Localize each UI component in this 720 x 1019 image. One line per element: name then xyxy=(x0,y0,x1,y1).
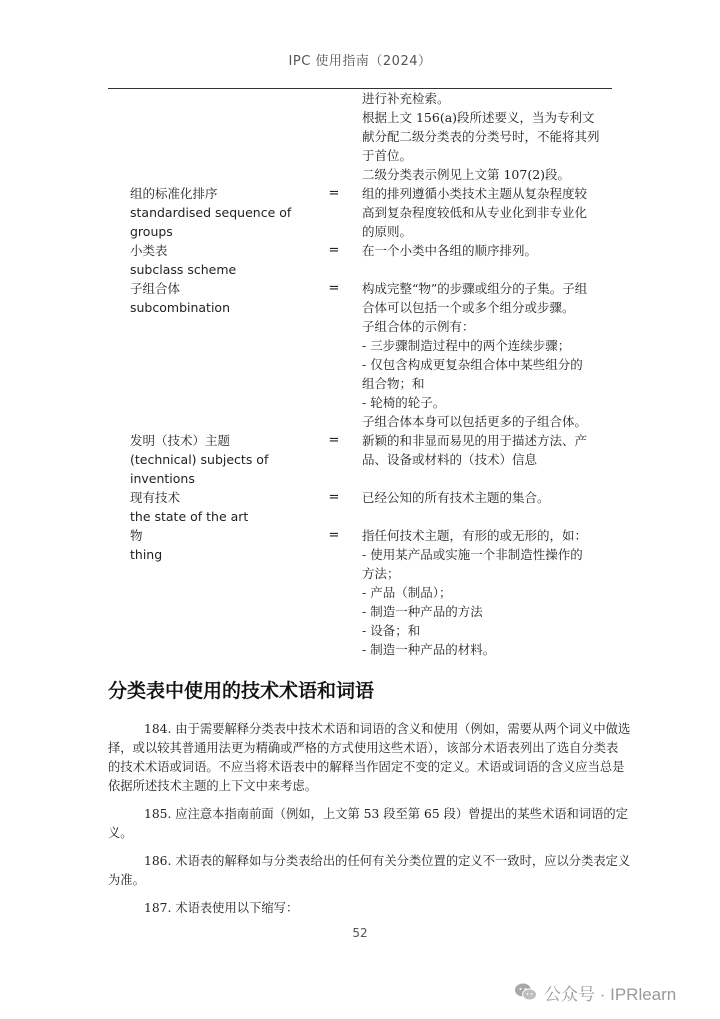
body-paragraphs xyxy=(108,720,631,927)
equals-sign: = xyxy=(328,433,340,448)
definition-line: - 制造一种产品的材料。 xyxy=(362,642,496,657)
term-english: subclass scheme xyxy=(130,262,237,277)
glossary-entry xyxy=(0,184,720,241)
equals-sign: = xyxy=(328,490,340,505)
glossary-entry xyxy=(0,241,720,279)
paragraph-line: 为准。 xyxy=(108,873,145,887)
equals-sign: = xyxy=(328,243,340,258)
definition xyxy=(362,526,612,659)
definition xyxy=(362,488,612,526)
term-english: thing xyxy=(130,547,163,562)
definition-line: 合体可以包括一个或多个组分或步骤。 xyxy=(362,300,575,315)
definition xyxy=(362,279,612,431)
definition-line: 高到复杂程度较低和从专业化到非专业化 xyxy=(362,205,588,220)
wechat-icon xyxy=(514,980,538,1004)
equals-sign: = xyxy=(328,281,340,296)
definition-line: - 三步骤制造过程中的两个连续步骤； xyxy=(362,338,571,353)
term xyxy=(130,431,300,488)
definition-spacer xyxy=(362,469,612,488)
definition-spacer xyxy=(362,507,612,526)
definition-line: - 轮椅的轮子。 xyxy=(362,395,446,410)
definition xyxy=(362,431,612,488)
paragraph-line: 依据所述技术主题的上下文中来考虑。 xyxy=(108,779,318,793)
definition xyxy=(362,241,612,279)
definition-line: 新颖的和非显而易见的用于描述方法、产 xyxy=(362,433,588,448)
glossary-table xyxy=(0,89,720,659)
watermark-text: 公众号 · IPRlearn xyxy=(544,984,677,1004)
definition-line: 的原则。 xyxy=(362,224,413,239)
term-english: groups xyxy=(130,224,173,239)
equals-sign: = xyxy=(328,186,340,201)
page-number: 52 xyxy=(352,926,368,940)
term-chinese: 小类表 xyxy=(130,243,168,258)
equals-sign: = xyxy=(328,528,340,543)
definition-spacer xyxy=(362,260,612,279)
paragraph-line: 义。 xyxy=(108,826,133,840)
definition-line: 在一个小类中各组的顺序排列。 xyxy=(362,243,538,258)
term-english: subcombination xyxy=(130,300,230,315)
definition-line: - 设备；和 xyxy=(362,623,421,638)
definition-line: - 仅包含构成更复杂组合体中某些组分的 xyxy=(362,357,583,372)
definition-line: 献分配二级分类表的分类号时，不能将其列 xyxy=(362,129,600,144)
definition-line: 构成完整“物”的步骤或组分的子集。子组 xyxy=(362,281,588,296)
term xyxy=(130,279,300,317)
term xyxy=(130,184,300,241)
term-english: standardised sequence of xyxy=(130,205,292,220)
paragraph-line: 185. 应注意本指南前面（例如，上文第 53 段至第 65 段）曾提出的某些术语和词语的定 xyxy=(144,807,629,821)
running-header: IPC 使用指南（2024） xyxy=(288,54,432,69)
paragraph xyxy=(108,899,614,918)
paragraph-line: 择，或以较其普通用法更为精确或严格的方式使用这些术语），该部分术语表列出了选自分类表 xyxy=(108,741,619,755)
term-chinese: 子组合体 xyxy=(130,281,181,296)
paragraph-line: 184. 由于需要解释分类表中技术术语和词语的含义和使用（例如，需要从两个词义中做选 xyxy=(144,722,631,736)
paragraph xyxy=(108,852,631,890)
definition-line: 品、设备或材料的（技术）信息 xyxy=(362,452,538,467)
term xyxy=(130,526,300,564)
paragraph-line: 187. 术语表使用以下缩写： xyxy=(144,901,299,915)
definition-line: - 产品（制品）； xyxy=(362,585,452,600)
definition-line: 根据上文 156(a)段所述要义，当为专利文 xyxy=(362,110,595,125)
section-heading: 分类表中使用的技术术语和词语 xyxy=(108,680,375,702)
glossary-entry xyxy=(0,279,720,431)
glossary-entry-continuation xyxy=(0,89,720,184)
glossary-entry xyxy=(0,526,720,659)
term-chinese: 发明（技术）主题 xyxy=(130,433,231,448)
definition-line: 指任何技术主题，有形的或无形的，如： xyxy=(362,528,588,543)
definition-line: 于首位。 xyxy=(362,148,413,163)
term-english: inventions xyxy=(130,471,195,486)
term-chinese: 现有技术 xyxy=(130,490,181,505)
term-chinese: 组的标准化排序 xyxy=(130,186,218,201)
definition xyxy=(362,89,612,184)
term-chinese: 物 xyxy=(130,528,143,543)
term xyxy=(130,488,300,526)
paragraph-line: 的技术术语或词语。不应当将术语表中的解释当作固定不变的定义。术语或词语的含义应当总是 xyxy=(108,760,625,774)
definition-line: 组的排列遵循小类技术主题从复杂程度较 xyxy=(362,186,588,201)
term xyxy=(130,241,300,279)
term-english: the state of the art xyxy=(130,509,249,524)
definition-line: 进行补充检索。 xyxy=(362,91,450,106)
definition-line: - 制造一种产品的方法 xyxy=(362,604,483,619)
definition-line: - 使用某产品或实施一个非制造性操作的 xyxy=(362,547,583,562)
glossary-entry xyxy=(0,431,720,488)
paragraph xyxy=(108,720,631,796)
definition-line: 方法； xyxy=(362,566,400,581)
definition-line: 子组合体本身可以包括更多的子组合体。 xyxy=(362,414,588,429)
watermark xyxy=(514,980,676,1004)
paragraph xyxy=(108,805,629,843)
paragraph-line: 186. 术语表的解释如与分类表给出的任何有关分类位置的定义不一致时，应以分类表定义 xyxy=(144,854,631,868)
definition-line: 二级分类表示例见上文第 107(2)段。 xyxy=(362,167,571,182)
glossary-entry xyxy=(0,488,720,526)
term-english: (technical) subjects of xyxy=(130,452,269,467)
definition-line: 子组合体的示例有： xyxy=(362,319,475,334)
definition xyxy=(362,184,612,241)
definition-line: 组合物；和 xyxy=(362,376,425,391)
definition-line: 已经公知的所有技术主题的集合。 xyxy=(362,490,550,505)
